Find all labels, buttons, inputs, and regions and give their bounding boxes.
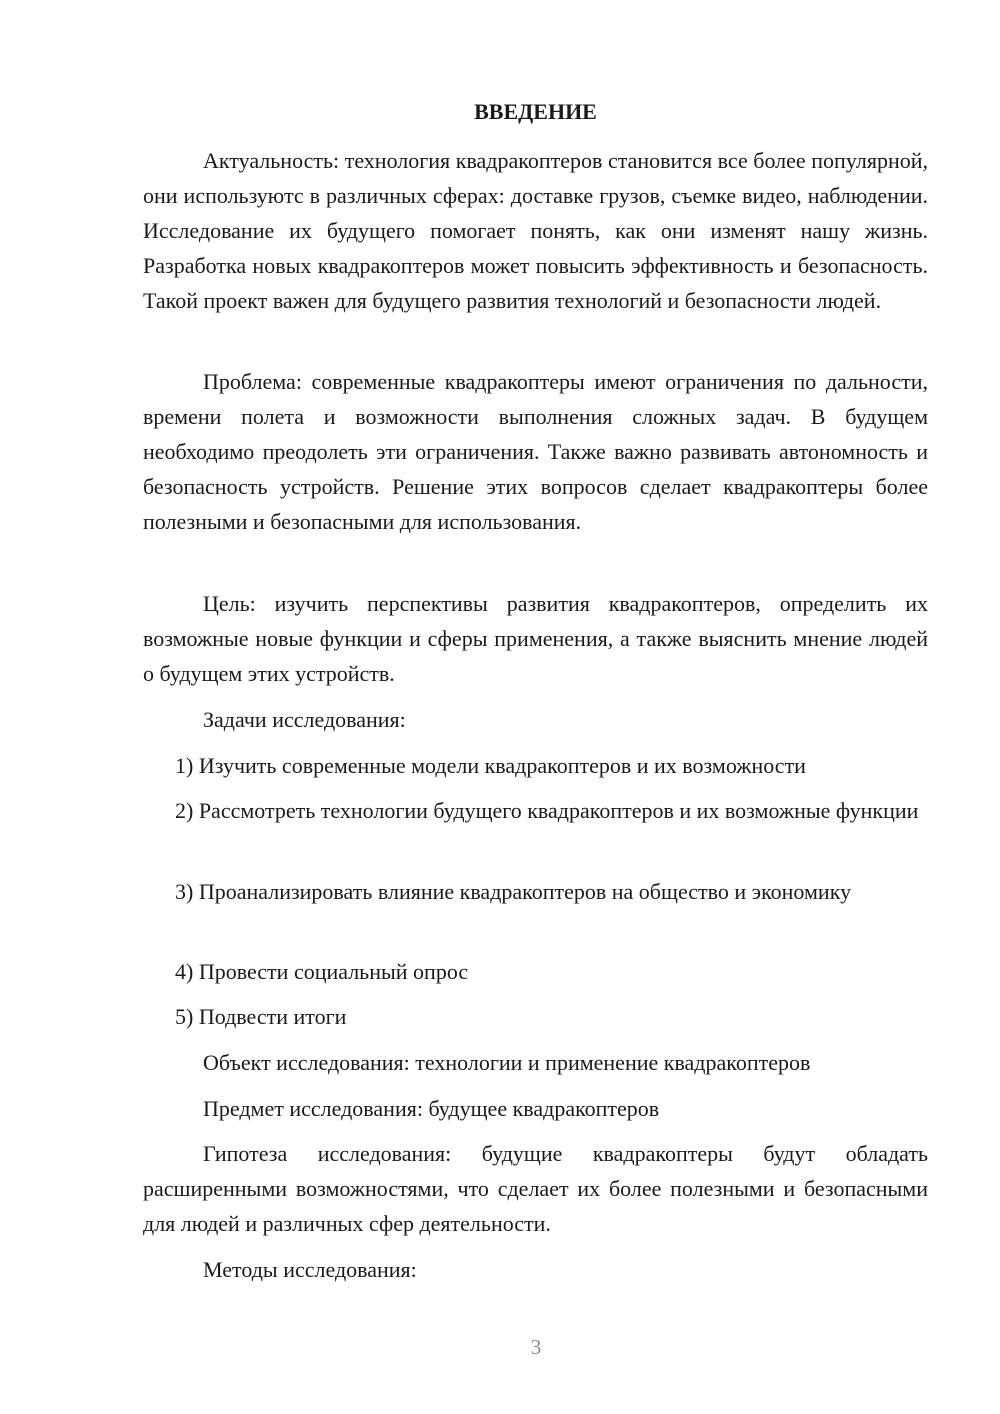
paragraph-object: Объект исследования: технологии и применение квадракоптеров: [203, 1050, 811, 1075]
list-item: 5) Подвести итоги: [175, 1004, 347, 1029]
page-number: 3: [530, 1335, 542, 1359]
list-item: 2) Рассмотреть технологии будущего квадракоптеров и их возможные функции: [175, 798, 919, 823]
list-item: 1) Изучить современные модели квадракоптеров и их возможности: [175, 753, 806, 778]
paragraph-subject: Предмет исследования: будущее квадракоптеров: [203, 1096, 660, 1121]
paragraph-hypothesis: Гипотеза исследования: будущие квадракоптеры будут обладать расширенными возможностями, что сделает их более полезными и безопасными для людей и различных сфер деятельности.: [143, 1141, 928, 1236]
page-title: ВВЕДЕНИЕ: [474, 99, 597, 124]
paragraph-relevance: Актуальность: технология квадракоптеров становится все более популярной, они используютс в различных сферах: доставке грузов, съемке видео, наблюдении. Исследование их будущего помогает понять, как они изменят нашу жизнь. Разработка новых квадракоптеров может повысить эффективность и безопасность. Такой проект важен для будущего развития технологий и безопасности людей.: [143, 148, 928, 313]
paragraph-goal: Цель: изучить перспективы развития квадракоптеров, определить их возможные новые функции и сферы применения, а также выяснить мнение людей о будущем этих устройств.: [143, 591, 928, 686]
paragraph-methods: Методы исследования:: [203, 1257, 417, 1282]
list-item: 4) Провести социальный опрос: [175, 959, 469, 984]
tasks-title: Задачи исследования:: [203, 707, 406, 732]
paragraph-problem: Проблема: современные квадракоптеры имеют ограничения по дальности, времени полета и возможности выполнения сложных задач. В будущем необходимо преодолеть эти ограничения. Также важно развивать автономность и безопасность устройств. Решение этих вопросов сделает квадракоптеры более полезными и безопасными для использования.: [143, 369, 928, 534]
list-item: 3) Проанализировать влияние квадракоптеров на общество и экономику: [175, 879, 852, 904]
